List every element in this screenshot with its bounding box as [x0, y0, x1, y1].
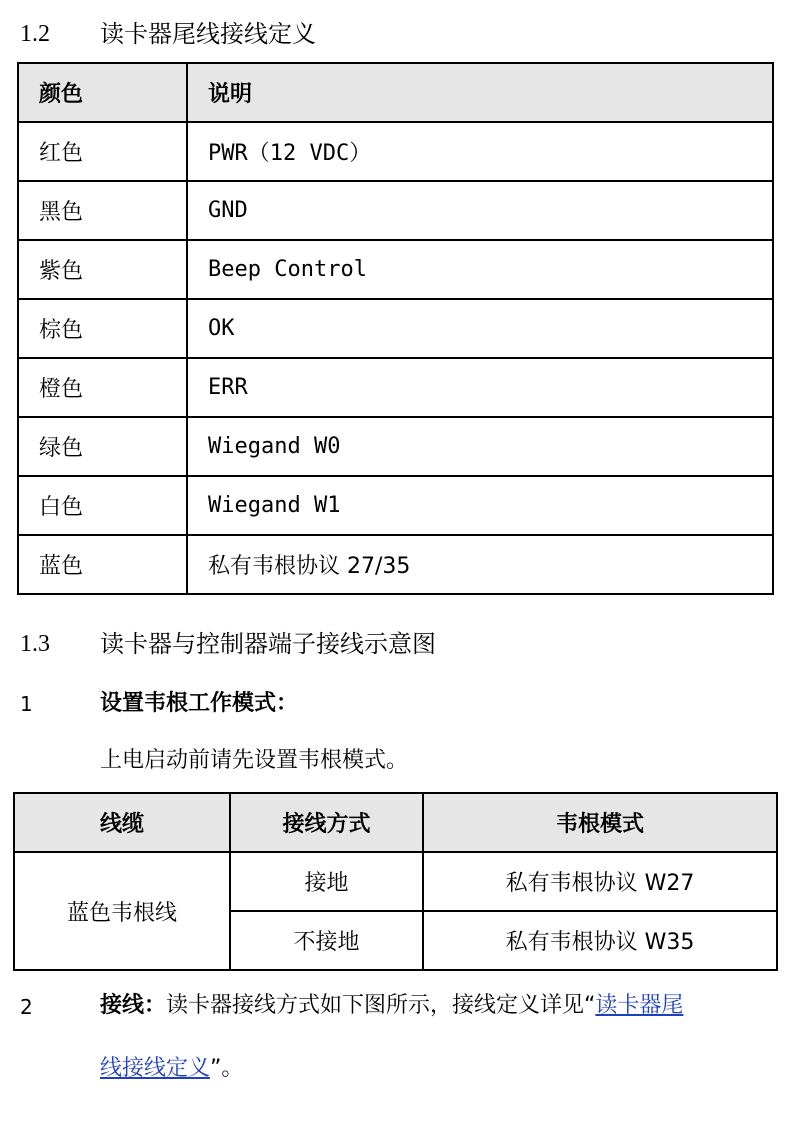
table-row — [18, 299, 773, 358]
table-row — [18, 240, 773, 299]
wire-color: 紫色 — [18, 240, 187, 299]
wire-color: 红色 — [18, 122, 187, 181]
step-1-body: 上电启动前请先设置韦根模式。 — [100, 748, 409, 773]
section-1-3-heading — [20, 626, 436, 662]
step-title: 设置韦根工作模式： — [100, 691, 299, 716]
wire-description: ERR — [187, 358, 773, 417]
wire-description: Beep Control — [187, 240, 773, 299]
step-2-text: 读卡器接线方式如下图所示，接线定义详见“ — [166, 993, 596, 1018]
wiegand-mode-table — [13, 792, 778, 971]
wire-description: OK — [187, 299, 773, 358]
wire-description: Wiegand W0 — [187, 417, 773, 476]
wire-color: 橙色 — [18, 358, 187, 417]
header-description: 说明 — [187, 63, 773, 122]
section-title: 读卡器与控制器端子接线示意图 — [100, 630, 436, 658]
table-row — [18, 122, 773, 181]
section-number: 1.3 — [20, 631, 50, 657]
wire-definition-link[interactable]: 读卡器尾 — [595, 993, 684, 1018]
step-number: 1 — [20, 692, 33, 716]
step-2-label: 接线： — [100, 993, 167, 1018]
wire-description: 私有韦根协议 27/35 — [187, 535, 773, 594]
wire-color: 黑色 — [18, 181, 187, 240]
header-color: 颜色 — [18, 63, 187, 122]
table-row — [14, 852, 777, 911]
table-row — [18, 358, 773, 417]
section-1-2-heading — [20, 16, 316, 52]
wire-definition-link-cont[interactable]: 线接线定义 — [100, 1056, 211, 1081]
wiring-method: 接地 — [230, 852, 423, 911]
table-header-row — [18, 63, 773, 122]
table-header-row — [14, 793, 777, 852]
wire-description: GND — [187, 181, 773, 240]
wire-color: 绿色 — [18, 417, 187, 476]
header-wiegand-mode: 韦根模式 — [423, 793, 777, 852]
header-wiring-method: 接线方式 — [230, 793, 423, 852]
header-cable: 线缆 — [14, 793, 230, 852]
table-row — [18, 181, 773, 240]
table-row — [18, 476, 773, 535]
step-2-suffix: ”。 — [210, 1056, 244, 1081]
wiegand-mode: 私有韦根协议 W27 — [423, 852, 777, 911]
wire-color: 蓝色 — [18, 535, 187, 594]
table-row — [18, 535, 773, 594]
wire-description: Wiegand W1 — [187, 476, 773, 535]
wire-description: PWR（12 VDC） — [187, 122, 773, 181]
wire-color: 白色 — [18, 476, 187, 535]
wiegand-mode: 私有韦根协议 W35 — [423, 911, 777, 970]
section-title: 读卡器尾线接线定义 — [100, 20, 316, 48]
wire-definition-table — [17, 62, 774, 595]
wire-color: 棕色 — [18, 299, 187, 358]
table-row — [18, 417, 773, 476]
step-2-number: 2 — [20, 995, 33, 1019]
cable-cell: 蓝色韦根线 — [14, 852, 230, 970]
step-1-heading — [20, 688, 299, 720]
step-2-paragraph-cont — [100, 1051, 243, 1087]
step-2-paragraph — [100, 988, 780, 1024]
section-number: 1.2 — [20, 21, 50, 47]
wiring-method: 不接地 — [230, 911, 423, 970]
